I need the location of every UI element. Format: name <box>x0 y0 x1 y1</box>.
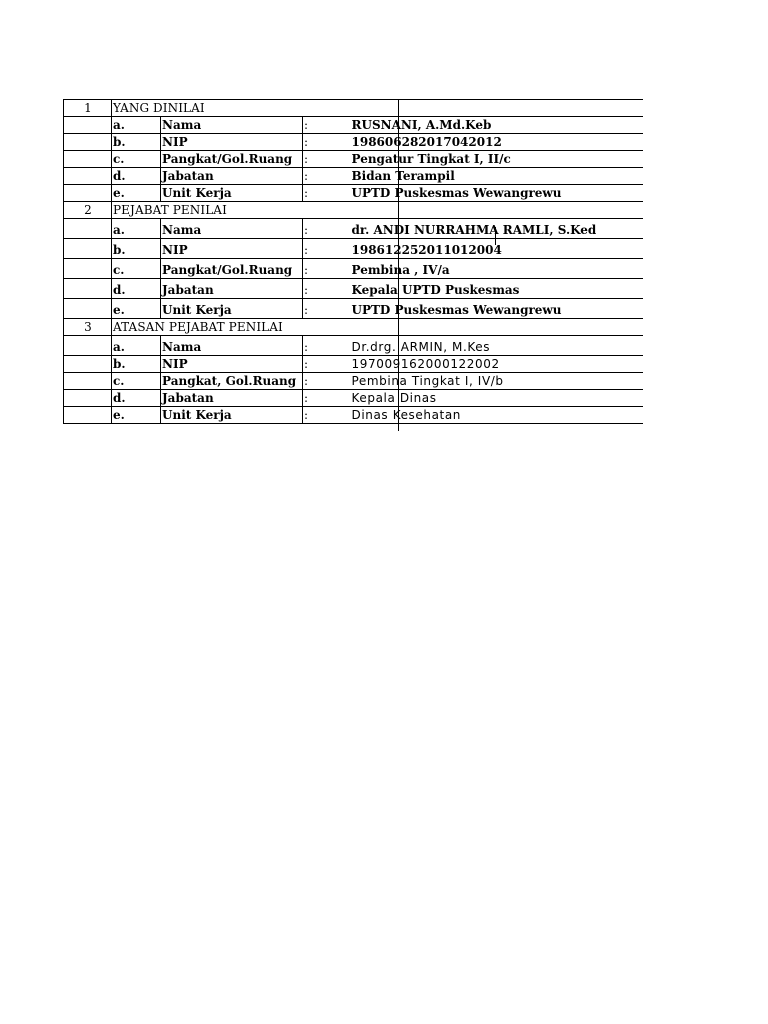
row-letter: b. <box>112 356 161 373</box>
row-value: UPTD Puskesmas Wewangrewu <box>351 185 643 202</box>
row-label: Unit Kerja <box>161 299 303 319</box>
table-row <box>64 259 643 279</box>
row-label: Jabatan <box>161 390 303 407</box>
row-colon: : <box>303 134 351 151</box>
row-letter: d. <box>112 390 161 407</box>
section-title: PEJABAT PENILAI <box>112 202 643 219</box>
row-label: Pangkat, Gol.Ruang <box>161 373 303 390</box>
row-letter: d. <box>112 168 161 185</box>
table-row <box>64 407 643 424</box>
row-letter: a. <box>112 336 161 356</box>
row-letter: c. <box>112 151 161 168</box>
row-value: dr. ANDI NURRAHMA RAMLI, S.Ked <box>351 219 643 239</box>
row-colon: : <box>303 185 351 202</box>
row-value: UPTD Puskesmas Wewangrewu <box>351 299 643 319</box>
row-colon: : <box>303 151 351 168</box>
row-value: 197009162000122002 <box>351 356 643 373</box>
row-letter: a. <box>112 117 161 134</box>
row-letter: a. <box>112 219 161 239</box>
row-colon: : <box>303 336 351 356</box>
row-label: NIP <box>161 239 303 259</box>
section-number: 1 <box>64 100 112 117</box>
gridline-vertical-short <box>495 227 496 245</box>
row-label: Jabatan <box>161 279 303 299</box>
row-value: Bidan Terampil <box>351 168 643 185</box>
row-value: Dr.drg. ARMIN, M.Kes <box>351 336 643 356</box>
row-letter: c. <box>112 259 161 279</box>
row-label: Pangkat/Gol.Ruang <box>161 151 303 168</box>
row-colon: : <box>303 168 351 185</box>
row-label: Unit Kerja <box>161 407 303 424</box>
row-label: Pangkat/Gol.Ruang <box>161 259 303 279</box>
row-value: Pembina Tingkat I, IV/b <box>351 373 643 390</box>
row-colon: : <box>303 373 351 390</box>
row-colon: : <box>303 259 351 279</box>
row-value: RUSNANI, A.Md.Keb <box>351 117 643 134</box>
row-colon: : <box>303 279 351 299</box>
row-value: Pengatur Tingkat I, II/c <box>351 151 643 168</box>
row-label: NIP <box>161 356 303 373</box>
table-row <box>64 239 643 259</box>
row-value: 198606282017042012 <box>351 134 643 151</box>
row-label: Nama <box>161 219 303 239</box>
table-row <box>64 134 643 151</box>
table-row <box>64 390 643 407</box>
row-value: 198612252011012004 <box>351 239 643 259</box>
row-label: Unit Kerja <box>161 185 303 202</box>
row-letter: e. <box>112 407 161 424</box>
section-title: YANG DINILAI <box>112 100 643 117</box>
table-row <box>64 168 643 185</box>
row-colon: : <box>303 219 351 239</box>
section-number: 2 <box>64 202 112 219</box>
section-header-row <box>64 319 643 336</box>
table-row <box>64 279 643 299</box>
row-letter: b. <box>112 239 161 259</box>
table-row <box>64 373 643 390</box>
table-row <box>64 299 643 319</box>
row-label: Nama <box>161 336 303 356</box>
table-row <box>64 219 643 239</box>
assessment-table-container <box>63 99 642 424</box>
section-header-row <box>64 202 643 219</box>
row-colon: : <box>303 117 351 134</box>
row-colon: : <box>303 356 351 373</box>
row-letter: e. <box>112 299 161 319</box>
section-number: 3 <box>64 319 112 336</box>
section-title: ATASAN PEJABAT PENILAI <box>112 319 643 336</box>
table-row <box>64 356 643 373</box>
row-letter: e. <box>112 185 161 202</box>
table-row <box>64 151 643 168</box>
row-colon: : <box>303 390 351 407</box>
gridline-vertical <box>398 99 399 431</box>
row-label: Nama <box>161 117 303 134</box>
row-value: Dinas Kesehatan <box>351 407 643 424</box>
row-colon: : <box>303 407 351 424</box>
row-letter: b. <box>112 134 161 151</box>
row-colon: : <box>303 299 351 319</box>
row-label: Jabatan <box>161 168 303 185</box>
row-value: Pembina , IV/a <box>351 259 643 279</box>
row-value: Kepala UPTD Puskesmas <box>351 279 643 299</box>
row-letter: c. <box>112 373 161 390</box>
row-label: NIP <box>161 134 303 151</box>
row-letter: d. <box>112 279 161 299</box>
table-row <box>64 185 643 202</box>
table-row <box>64 336 643 356</box>
assessment-table <box>63 99 643 424</box>
table-row <box>64 117 643 134</box>
section-header-row <box>64 100 643 117</box>
row-value: Kepala Dinas <box>351 390 643 407</box>
row-colon: : <box>303 239 351 259</box>
